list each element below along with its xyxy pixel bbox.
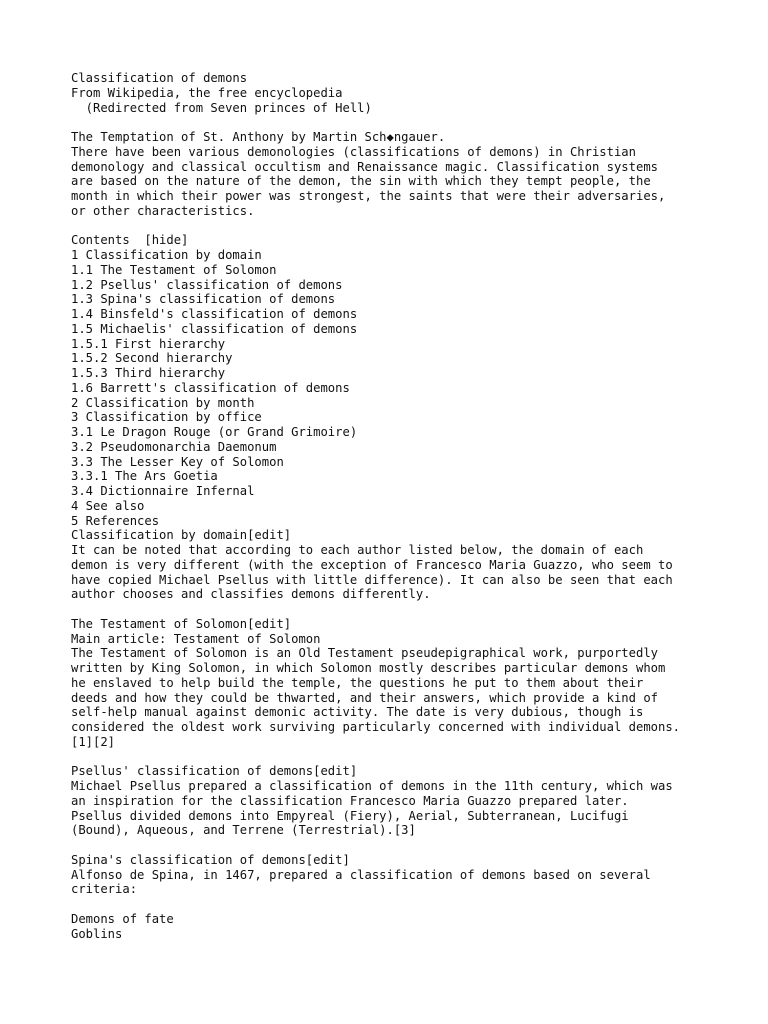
- spacer: [71, 602, 731, 617]
- psellus-text-line: (Bound), Aqueous, and Terrene (Terrestrial).[3]: [71, 823, 416, 838]
- spacer: [71, 897, 731, 912]
- contents-item[interactable]: 1.5 Michaelis' classification of demons: [71, 321, 358, 336]
- section-heading-psellus: Psellus' classification of demons[edit]: [71, 764, 358, 779]
- contents-item[interactable]: 3.3.1 The Ars Goetia: [71, 469, 218, 484]
- source-line: From Wikipedia, the free encyclopedia: [71, 85, 343, 100]
- testament-text-line: considered the oldest work surviving particularly concerned with individual demons.: [71, 720, 681, 734]
- contents-item[interactable]: 1.4 Binsfeld's classification of demons: [71, 307, 358, 321]
- section-heading-domain: Classification by domain[edit]: [71, 528, 292, 543]
- contents-item[interactable]: 1.5.1 First hierarchy: [71, 336, 226, 351]
- contents-item[interactable]: 1.5.2 Second hierarchy: [71, 351, 233, 366]
- testament-text-line: self-help manual against demonic activity. The date is very dubious, though is: [71, 705, 644, 720]
- contents-heading[interactable]: Contents [hide]: [71, 233, 189, 248]
- psellus-text-line: an inspiration for the classification Francesco Maria Guazzo prepared later.: [71, 793, 629, 808]
- list-item: Goblins: [71, 926, 123, 941]
- redirect-note: (Redirected from Seven princes of Hell): [71, 100, 372, 115]
- contents-item[interactable]: 5 References: [71, 513, 160, 528]
- testament-text-line: written by King Solomon, in which Solomon mostly describes particular demons whom: [71, 661, 666, 675]
- intro-line: or other characteristics.: [71, 203, 255, 218]
- domain-text-line: demon is very different (with the exception of Francesco Maria Guazzo, who seem to: [71, 557, 673, 572]
- spacer: [71, 115, 731, 130]
- document-page: [71, 71, 731, 941]
- contents-item[interactable]: 3.3 The Lesser Key of Solomon: [71, 454, 284, 469]
- contents-item[interactable]: 3.4 Dictionnaire Infernal: [71, 484, 255, 498]
- contents-item[interactable]: 1.2 Psellus' classification of demons: [71, 277, 343, 292]
- intro-line: demonology and classical occultism and Renaissance magic. Classification systems: [71, 159, 658, 174]
- contents-item[interactable]: 1.5.3 Third hierarchy: [71, 366, 226, 380]
- reference-links[interactable]: [1][2]: [71, 734, 116, 749]
- testament-text-line: he enslaved to help build the temple, the questions he put to them about their: [71, 675, 644, 690]
- intro-line: are based on the nature of the demon, the sin with which they tempt people, the: [71, 174, 651, 189]
- spacer: [71, 750, 731, 765]
- list-item: Demons of fate: [71, 911, 174, 926]
- domain-text-line: author chooses and classifies demons differently.: [71, 587, 431, 602]
- contents-item[interactable]: 1 Classification by domain: [71, 248, 262, 262]
- contents-item[interactable]: 1.1 The Testament of Solomon: [71, 262, 277, 277]
- contents-item[interactable]: 3.2 Pseudomonarchia Daemonum: [71, 439, 277, 454]
- spacer: [71, 838, 731, 853]
- intro-line: month in which their power was strongest, the saints that were their adversaries,: [71, 189, 666, 203]
- image-caption: The Temptation of St. Anthony by Martin Sch◆ngauer.: [71, 130, 446, 144]
- contents-item[interactable]: 3 Classification by office: [71, 410, 262, 425]
- contents-item[interactable]: 3.1 Le Dragon Rouge (or Grand Grimoire): [71, 425, 358, 439]
- domain-text-line: have copied Michael Psellus with little difference). It can also be seen that each: [71, 572, 673, 587]
- contents-item[interactable]: 4 See also: [71, 498, 145, 513]
- domain-text-line: It can be noted that according to each author listed below, the domain of each: [71, 543, 644, 557]
- testament-text-line: deeds and how they could be thwarted, and their answers, which provide a kind of: [71, 690, 658, 705]
- testament-text-line: The Testament of Solomon is an Old Testament pseudepigraphical work, purportedly: [71, 646, 658, 661]
- spina-text-line: criteria:: [71, 882, 138, 897]
- psellus-text-line: Psellus divided demons into Empyreal (Fiery), Aerial, Subterranean, Lucifugi: [71, 808, 629, 823]
- main-article-link[interactable]: Main article: Testament of Solomon: [71, 631, 321, 646]
- contents-item[interactable]: 1.6 Barrett's classification of demons: [71, 380, 350, 395]
- page-title: Classification of demons: [71, 71, 248, 85]
- section-heading-testament: The Testament of Solomon[edit]: [71, 616, 292, 631]
- psellus-text-line: Michael Psellus prepared a classification of demons in the 11th century, which was: [71, 779, 673, 793]
- intro-line: There have been various demonologies (classifications of demons) in Christian: [71, 144, 636, 159]
- contents-item[interactable]: 2 Classification by month: [71, 395, 255, 410]
- spina-text-line: Alfonso de Spina, in 1467, prepared a classification of demons based on several: [71, 867, 651, 882]
- spacer: [71, 219, 731, 234]
- contents-item[interactable]: 1.3 Spina's classification of demons: [71, 292, 336, 307]
- section-heading-spina: Spina's classification of demons[edit]: [71, 852, 350, 867]
